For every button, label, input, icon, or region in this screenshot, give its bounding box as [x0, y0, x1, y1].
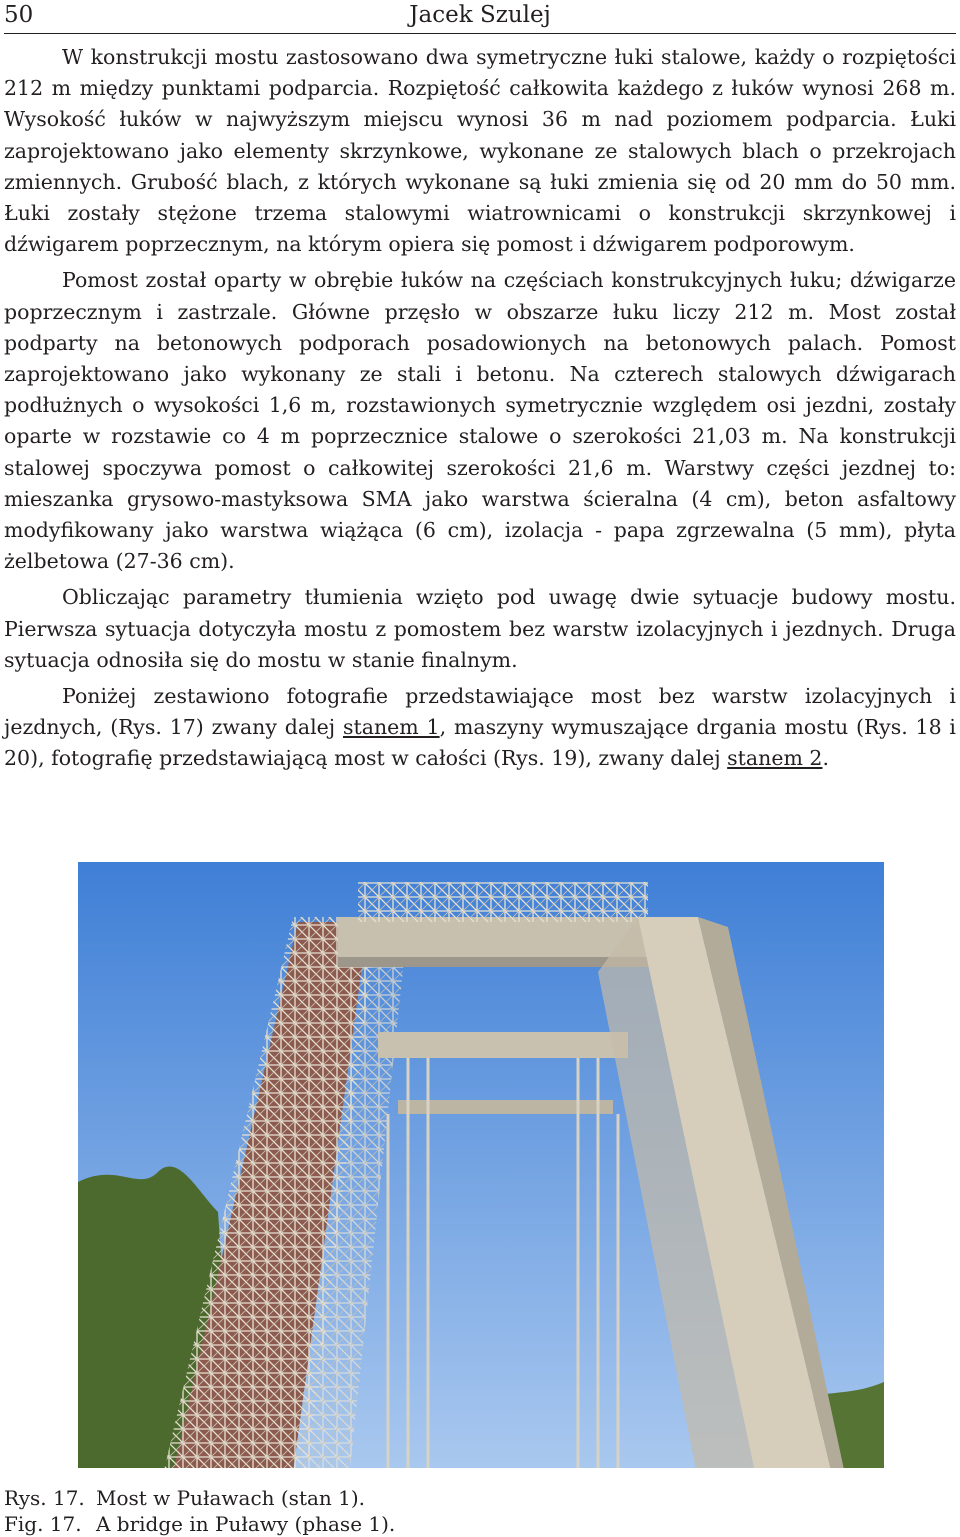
caption-en-label: Fig. 17.	[4, 1512, 82, 1536]
page-header	[4, 0, 956, 30]
top-scaffolding	[358, 882, 648, 922]
paragraph-photos-part-2: , maszyny wymuszające drgania mostu (Rys. 18 i 20), fotografię przedstawiającą most w całości (Rys. 19), zwany dalej	[4, 715, 956, 771]
caption-pl-text: Most w Puławach (stan 1).	[96, 1486, 366, 1510]
header-rule	[4, 33, 956, 34]
paragraph-photos-part-1: Poniżej zestawiono fotografie przedstawiające most bez warstw izolacyjnych i jezdnych, (Rys. 17) zwany dalej	[4, 684, 956, 740]
phase-1-reference: stanem 1	[342, 715, 440, 740]
phase-2-reference: stanem 2	[727, 746, 823, 771]
middle-wind-bracing	[378, 1032, 628, 1058]
paragraph-damping: Obliczając parametry tłumienia wzięto pod uwagę dwie sytuacje budowy mostu. Pierwsza sytuacja dotyczyła mostu z pomostem bez warstw izolacyjnych i jezdnych. Druga sytuacja odnosiła się do mostu w stanie finalnym.	[4, 585, 956, 672]
paragraph-arches: W konstrukcji mostu zastosowano dwa symetryczne łuki stalowe, każdy o rozpiętości 212 m między punktami podparcia. Rozpiętość całkowita każdego z łuków wynosi 268 m. Wysokość łuków w najwyższym miejscu wynosi 36 m nad poziomem podparcia. Łuki zaprojektowano jako elementy skrzynkowe, wykonane ze stalowych blach o przekrojach zmiennych. Grubość blach, z których wykonane są łuki zmienia się od 20 mm do 50 mm. Łuki zostały stężone trzema stalowymi wiatrownicami o konstrukcji skrzynkowej i dźwigarem poprzecznym, na którym opiera się pomost i dźwigarem podporowym.	[4, 45, 956, 257]
figure-caption-english	[4, 1512, 395, 1536]
lower-wind-bracing	[398, 1100, 613, 1114]
body-text	[4, 42, 956, 775]
running-head-author: Jacek Szulej	[409, 2, 551, 28]
caption-pl-label: Rys. 17.	[4, 1486, 85, 1510]
paragraph-photos	[4, 681, 956, 775]
caption-en-text: A bridge in Puławy (phase 1).	[96, 1512, 396, 1536]
page-number: 50	[4, 2, 34, 28]
bridge-photo-illustration	[78, 862, 884, 1468]
bridge-photo	[78, 862, 884, 1468]
paragraph-photos-part-3: .	[822, 746, 830, 771]
paragraph-deck: Pomost został oparty w obrębie łuków na częściach konstrukcyjnych łuku; dźwigarze poprzecznym i zastrzale. Główne przęsło w obszarze łuku liczy 212 m. Most został podparty na betonowych podporach posadowionych na betonowych palach. Pomost zaprojektowano jako wykonany ze stali i betonu. Na czterech stalowych dźwigarach podłużnych o wysokości 1,6 m, rozstawionych symetrycznie względem osi jezdni, zostały oparte w rozstawie co 4 m poprzecznice stalowe o szerokości 21,03 m. Na konstrukcji stalowej spoczywa pomost o całkowitej szerokości 21,6 m. Warstwy części jezdnej to: mieszanka grysowo-mastyksowa SMA jako warstwa ścieralna (4 cm), beton asfaltowy modyfikowany jako warstwa wiążąca (6 cm), izolacja - papa zgrzewalna (5 mm), płyta żelbetowa (27-36 cm).	[4, 268, 956, 574]
figure-caption-polish	[4, 1486, 365, 1510]
